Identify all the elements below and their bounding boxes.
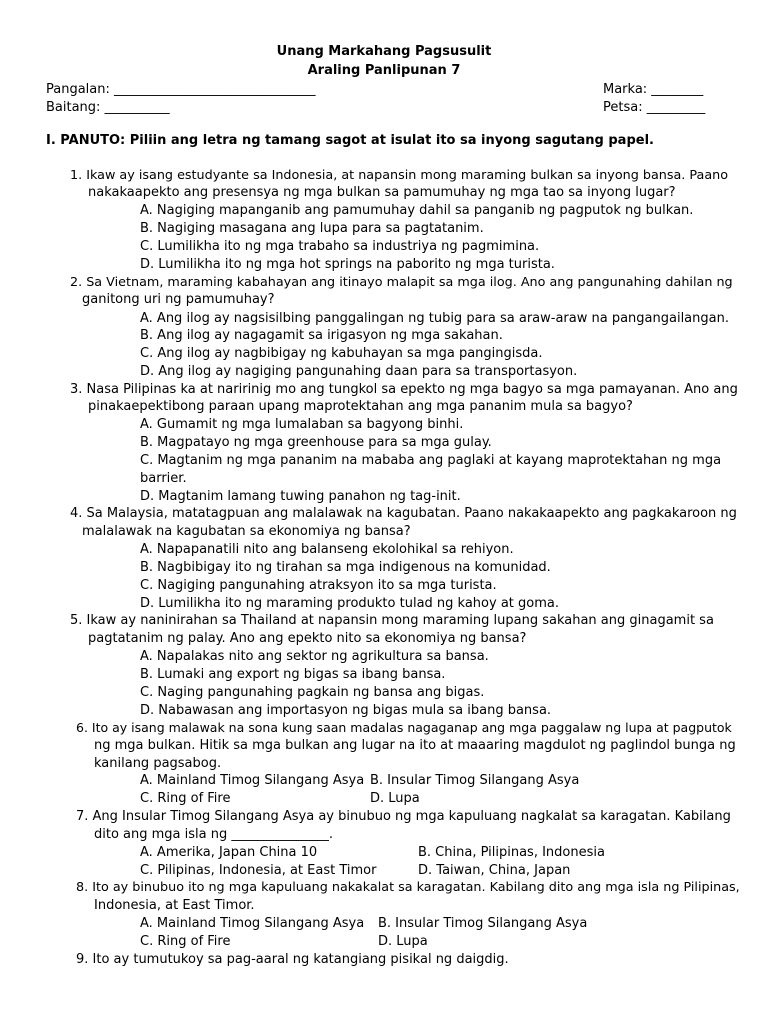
question-text: 9. Ito ay tumutukoy sa pag-aaral ng katangiang pisikal ng daigdig.	[76, 952, 509, 967]
question-text: 7. Ang Insular Timog Silangang Asya ay binubuo ng mga kapuluang nagkalat sa karagatan. Kabilang	[76, 809, 731, 824]
choice-b: B. Nagiging masagana ang lupa para sa pagtatanim.	[140, 221, 484, 236]
choice-a: A. Mainland Timog Silangang Asya	[140, 773, 365, 788]
choice-b: B. Nagbibigay ito ng tirahan sa mga indigenous na komunidad.	[140, 560, 551, 575]
choice-a: A. Napalakas nito ang sektor ng agrikultura sa bansa.	[140, 649, 489, 664]
choice-d: D. Lumilikha ito ng mga hot springs na paborito ng mga turista.	[140, 257, 555, 272]
question-text: 6. Ito ay isang malawak na sona kung saan madalas nagaganap ang mga paggalaw ng lupa at pagputok	[76, 720, 732, 735]
question-text: ng mga bulkan. Hitik sa mga bulkan ang lugar na ito at maaaring magdulot ng paglindol bunga ng	[94, 738, 736, 753]
choice-c: C. Naging pangunahing pagkain ng bansa ang bigas.	[140, 685, 485, 700]
choice-d: D. Magtanim lamang tuwing panahon ng tag-init.	[140, 489, 461, 504]
choice-c: C. Nagiging pangunahing atraksyon ito sa mga turista.	[140, 578, 497, 593]
grade-field: Baitang: __________	[46, 100, 170, 115]
choice-c: C. Pilipinas, Indonesia, at East Timor	[140, 863, 377, 878]
question-text: 1. Ikaw ay isang estudyante sa Indonesia, at napansin mong maraming bulkan sa inyong bansa. Paano	[70, 168, 729, 183]
subject-title: Araling Panlipunan 7	[307, 63, 461, 78]
choice-d: D. Lupa	[378, 934, 428, 949]
choice-c: C. Ang ilog ay nagbibigay ng kabuhayan sa mga pangingisda.	[140, 346, 543, 361]
exam-title: Unang Markahang Pagsusulit	[276, 44, 492, 59]
choice-c: C. Ring of Fire	[140, 791, 231, 806]
choice-c: C. Magtanim ng mga pananim na mababa ang paglaki at kayang maprotektahan ng mga	[140, 453, 722, 468]
choice-d: D. Nabawasan ang importasyon ng bigas mula sa ibang bansa.	[140, 703, 552, 718]
choice-d: D. Lumilikha ito ng maraming produkto tulad ng kahoy at goma.	[140, 596, 559, 611]
choice-a: A. Ang ilog ay nagsisilbing panggalingan ng tubig para sa araw-araw na pangangailangan.	[140, 311, 729, 326]
choice-a: A. Nagiging mapanganib ang pamumuhay dahil sa panganib ng pagputok ng bulkan.	[140, 203, 694, 218]
choice-b: B. Insular Timog Silangang Asya	[378, 916, 588, 931]
choice-a: A. Napapanatili nito ang balanseng ekolohikal sa rehiyon.	[140, 542, 514, 557]
date-field: Petsa: _________	[603, 100, 706, 115]
question-text: 5. Ikaw ay naninirahan sa Thailand at napansin mong maraming lupang sakahan ang ginagamit sa	[70, 613, 714, 628]
question-text: 3. Nasa Pilipinas ka at naririnig mo ang tungkol sa epekto ng mga bagyo sa mga pamayanan. Ano ang	[70, 382, 738, 397]
choice-d: D. Lupa	[370, 791, 420, 806]
name-field: Pangalan: _______________________________	[46, 82, 316, 97]
question-text: pagtatanim ng palay. Ano ang epekto nito sa ekonomiya ng bansa?	[88, 631, 527, 646]
score-field: Marka: ________	[603, 82, 704, 97]
question-text: Indonesia, at East Timor.	[94, 898, 255, 913]
choice-d: D. Taiwan, China, Japan	[418, 863, 571, 878]
question-text: ganitong uri ng pamumuhay?	[82, 292, 275, 307]
question-text: 2. Sa Vietnam, maraming kabahayan ang itinayo malapit sa mga ilog. Ano ang pangunahing dahilan ng	[70, 275, 733, 290]
question-text: pinakaepektibong paraan upang maprotektahan ang mga pananim mula sa bagyo?	[88, 399, 633, 414]
choice-b: B. Insular Timog Silangang Asya	[370, 773, 580, 788]
choice-b: B. Magpatayo ng mga greenhouse para sa mga gulay.	[140, 435, 492, 450]
question-text: 4. Sa Malaysia, matatagpuan ang malalawak na kagubatan. Paano nakakaapekto ang pagkakaroon ng	[70, 506, 737, 521]
question-text: 8. Ito ay binubuo ito ng mga kapuluang nakakalat sa karagatan. Kabilang dito ang mga isla ng Pilipinas,	[76, 880, 740, 895]
choice-b: B. China, Pilipinas, Indonesia	[418, 845, 605, 860]
choice-c: C. Lumilikha ito ng mga trabaho sa industriya ng pagmimina.	[140, 239, 540, 254]
choice-a: A. Mainland Timog Silangang Asya	[140, 916, 365, 931]
choice-c: C. Ring of Fire	[140, 934, 231, 949]
question-text: nakakaapekto ang presensya ng mga bulkan sa pamumuhay ng mga tao sa inyong lugar?	[88, 185, 676, 200]
choice-c-continued: barrier.	[140, 471, 187, 486]
choice-b: B. Lumaki ang export ng bigas sa ibang bansa.	[140, 667, 446, 682]
question-text: dito ang mga isla ng _______________.	[94, 827, 334, 842]
choice-b: B. Ang ilog ay nagagamit sa irigasyon ng mga sakahan.	[140, 328, 503, 343]
choice-a: A. Gumamit ng mga lumalaban sa bagyong binhi.	[140, 417, 464, 432]
question-text: kanilang pagsabog.	[94, 756, 222, 771]
choice-a: A. Amerika, Japan China 10	[140, 845, 318, 860]
instruction-heading: I. PANUTO: Piliin ang letra ng tamang sagot at isulat ito sa inyong sagutang papel.	[46, 133, 654, 148]
question-text: malalawak na kagubatan sa ekonomiya ng bansa?	[82, 524, 411, 539]
choice-d: D. Ang ilog ay nagiging pangunahing daan para sa transportasyon.	[140, 364, 578, 379]
